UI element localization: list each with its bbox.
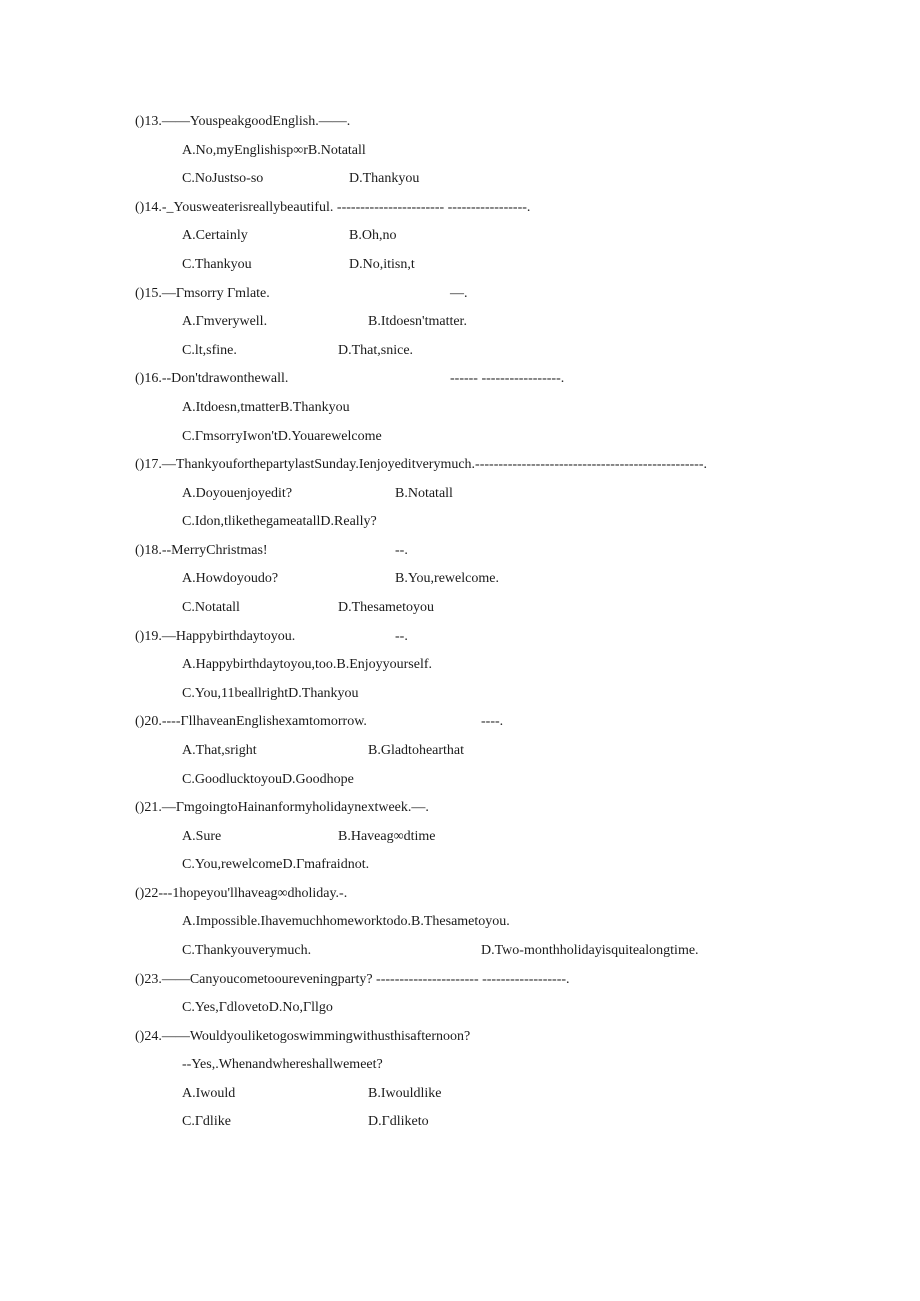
option-c: C.Γdlike <box>182 1114 231 1129</box>
question-number: ()23. <box>135 972 162 987</box>
question-stem: --MerryChristmas! <box>161 543 268 558</box>
option-c: C.lt,sfine. <box>182 343 237 358</box>
question-stem: ——YouspeakgoodEnglish.——. <box>161 114 351 129</box>
option-b: B.Haveag∞dtime <box>338 829 436 844</box>
option-b: B.Notatall <box>395 486 453 501</box>
option-c: C.Notatall <box>182 600 240 615</box>
answer-blank: --. <box>395 629 408 644</box>
question-number: ()20. <box>135 714 162 729</box>
option-d: D.Γdliketo <box>368 1114 429 1129</box>
question-number: ()15. <box>135 286 162 301</box>
question-20 <box>135 713 367 731</box>
question-stem: ---1hopeyou'llhaveag∞dholiday.-. <box>158 886 348 901</box>
question-18 <box>135 542 268 560</box>
question-stem: ——Wouldyouliketogoswimmingwithusthisafternoon? <box>161 1029 471 1044</box>
option-a: A.Γmverywell. <box>182 314 268 329</box>
question-13 <box>135 113 350 131</box>
question-14 <box>135 199 530 217</box>
question-stem: ——Canyoucometooureveningparty? ---------------------- ------------------. <box>161 972 570 987</box>
option-c: C.Idon,tlikethegameatallD.Really? <box>182 514 377 529</box>
option-d: D.Thankyou <box>349 171 420 186</box>
option-b: B.Itdoesn'tmatter. <box>368 314 467 329</box>
question-stem: —Γmsorry Γmlate. <box>161 286 270 301</box>
answer-blank: —. <box>450 286 468 301</box>
option-c: C.Yes,ΓdlovetoD.No,Γllgo <box>182 1000 333 1015</box>
question-number: ()24. <box>135 1029 162 1044</box>
question-stem: --Don'tdrawonthewall. <box>161 371 289 386</box>
question-stem: —ΓmgoingtoHainanformyholidaynextweek.—. <box>161 800 429 815</box>
answer-blank: ----. <box>481 714 504 729</box>
option-a: A.Certainly <box>182 228 248 243</box>
option-a: A.Happybirthdaytoyou,too.B.Enjoyyourself. <box>182 657 433 672</box>
question-number: ()16. <box>135 371 162 386</box>
option-a: A.No,myEnglishisp∞rB.Notatall <box>182 143 366 158</box>
question-stem: —ThankyouforthepartylastSunday.Ienjoyeditverymuch.-------------------------------------------------. <box>161 457 708 472</box>
option-a: A.Howdoyoudo? <box>182 571 279 586</box>
option-a: A.Itdoesn,tmatterB.Thankyou <box>182 400 350 415</box>
option-d: D.Thesametoyou <box>338 600 435 615</box>
option-c: C.Thankyouverymuch. <box>182 943 312 958</box>
option-a: A.Impossible.Ihavemuchhomeworktodo.B.Thesametoyou. <box>182 914 510 929</box>
option-c: C.ΓmsorryIwon'tD.Youarewelcome <box>182 429 382 444</box>
option-c: C.Thankyou <box>182 257 252 272</box>
question-stem: —Happybirthdaytoyou. <box>161 629 296 644</box>
question-16 <box>135 370 288 388</box>
question-19 <box>135 628 295 646</box>
answer-blank: --. <box>395 543 408 558</box>
option-d: D.That,snice. <box>338 343 414 358</box>
question-number: ()18. <box>135 543 162 558</box>
option-b: B.Oh,no <box>349 228 397 243</box>
option-a: A.Iwould <box>182 1086 236 1101</box>
option-a: A.That,sright <box>182 743 257 758</box>
option-b: B.You,rewelcome. <box>395 571 499 586</box>
question-23 <box>135 971 570 989</box>
question-number: ()17. <box>135 457 162 472</box>
question-15 <box>135 285 270 303</box>
option-c: C.You,11beallrightD.Thankyou <box>182 686 359 701</box>
question-21 <box>135 799 429 817</box>
question-24 <box>135 1028 470 1046</box>
question-number: ()13. <box>135 114 162 129</box>
question-number: ()21. <box>135 800 162 815</box>
option-b: B.Gladtohearthat <box>368 743 465 758</box>
option-c: C.You,rewelcomeD.Γmafraidnot. <box>182 857 370 872</box>
question-stem: -_Yousweaterisreallybeautiful. ----------------------- -----------------. <box>161 200 531 215</box>
option-a: A.Doyouenjoyedit? <box>182 486 293 501</box>
question-stem: ----ΓllhaveanEnglishexamtomorrow. <box>161 714 367 729</box>
answer-blank: ------ -----------------. <box>450 371 565 386</box>
option-c: C.NoJustso-so <box>182 171 264 186</box>
question-number: ()22 <box>135 886 159 901</box>
option-d: D.Two-monthholidayisquitealongtime. <box>481 943 699 958</box>
question-reply: --Yes,.Whenandwhereshallwemeet? <box>182 1057 383 1072</box>
question-22 <box>135 885 347 903</box>
option-a: A.Sure <box>182 829 222 844</box>
option-d: D.No,itisn,t <box>349 257 415 272</box>
question-17 <box>135 456 707 474</box>
question-number: ()14. <box>135 200 162 215</box>
option-c: C.GoodlucktoyouD.Goodhope <box>182 772 354 787</box>
option-b: B.Iwouldlike <box>368 1086 442 1101</box>
question-number: ()19. <box>135 629 162 644</box>
